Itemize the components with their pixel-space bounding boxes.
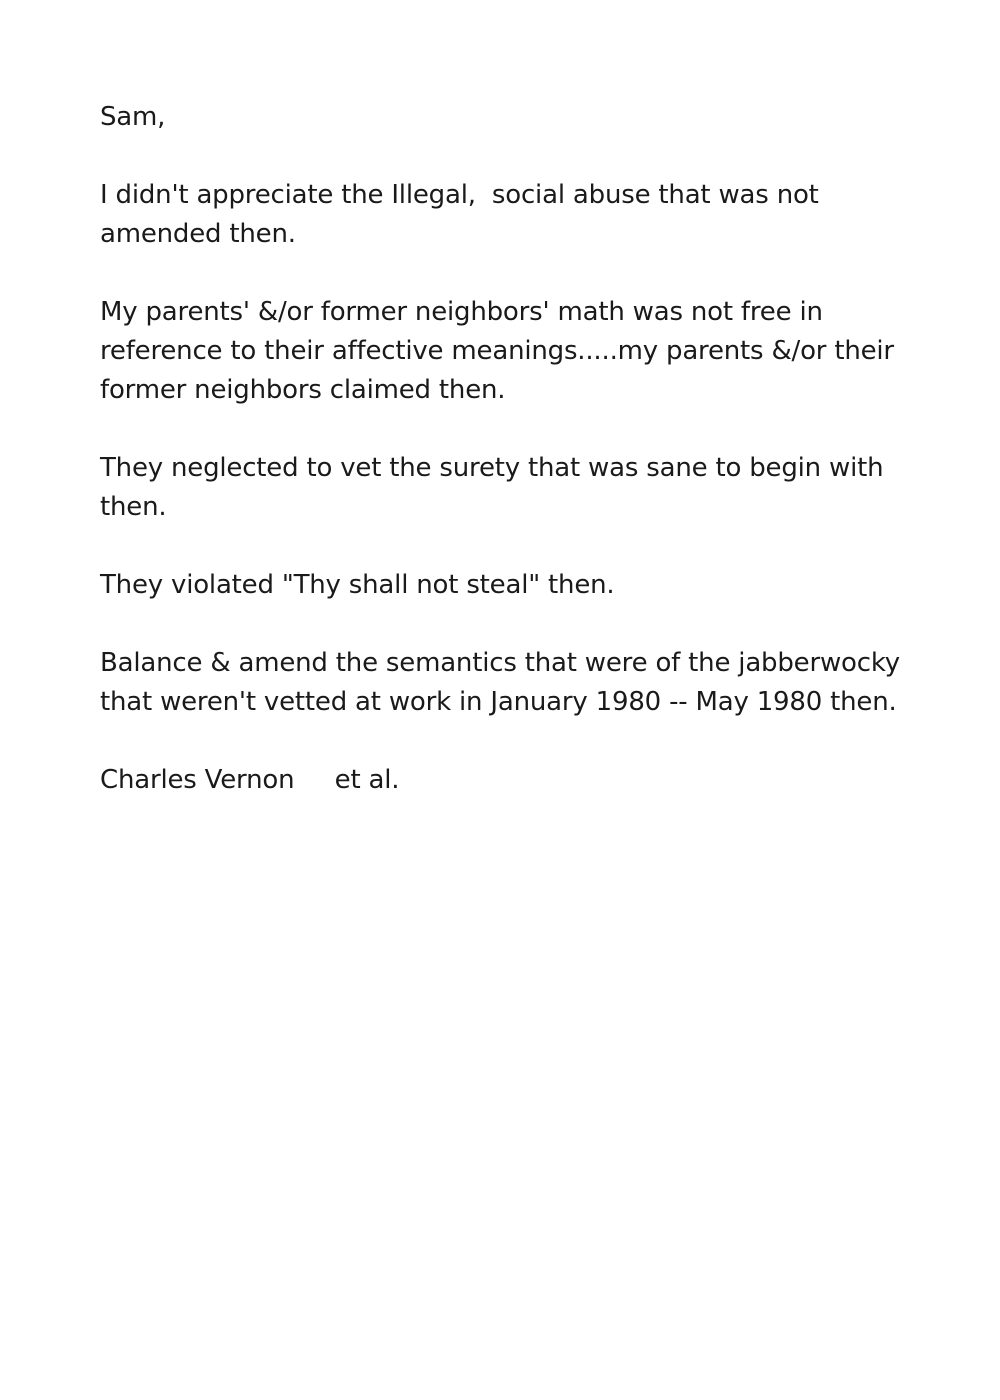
letter-paragraph-5: Balance & amend the semantics that were of the jabberwocky that weren't vetted at work in January 1980 -- May 1980 then. — [100, 648, 909, 717]
letter-paragraph-4: They violated "Thy shall not steal" then. — [100, 570, 615, 600]
letter-salutation: Sam, — [100, 102, 166, 132]
letter-page — [100, 98, 920, 800]
letter-signature: Charles Vernon et al. — [100, 765, 400, 795]
letter-paragraph-1: I didn't appreciate the Illegal, social abuse that was not amended then. — [100, 180, 827, 249]
letter-paragraph-2: My parents' &/or former neighbors' math was not free in reference to their affective meanings.....my parents &/or their former neighbors claimed then. — [100, 297, 902, 405]
letter-paragraph-3: They neglected to vet the surety that was sane to begin with then. — [100, 453, 892, 522]
